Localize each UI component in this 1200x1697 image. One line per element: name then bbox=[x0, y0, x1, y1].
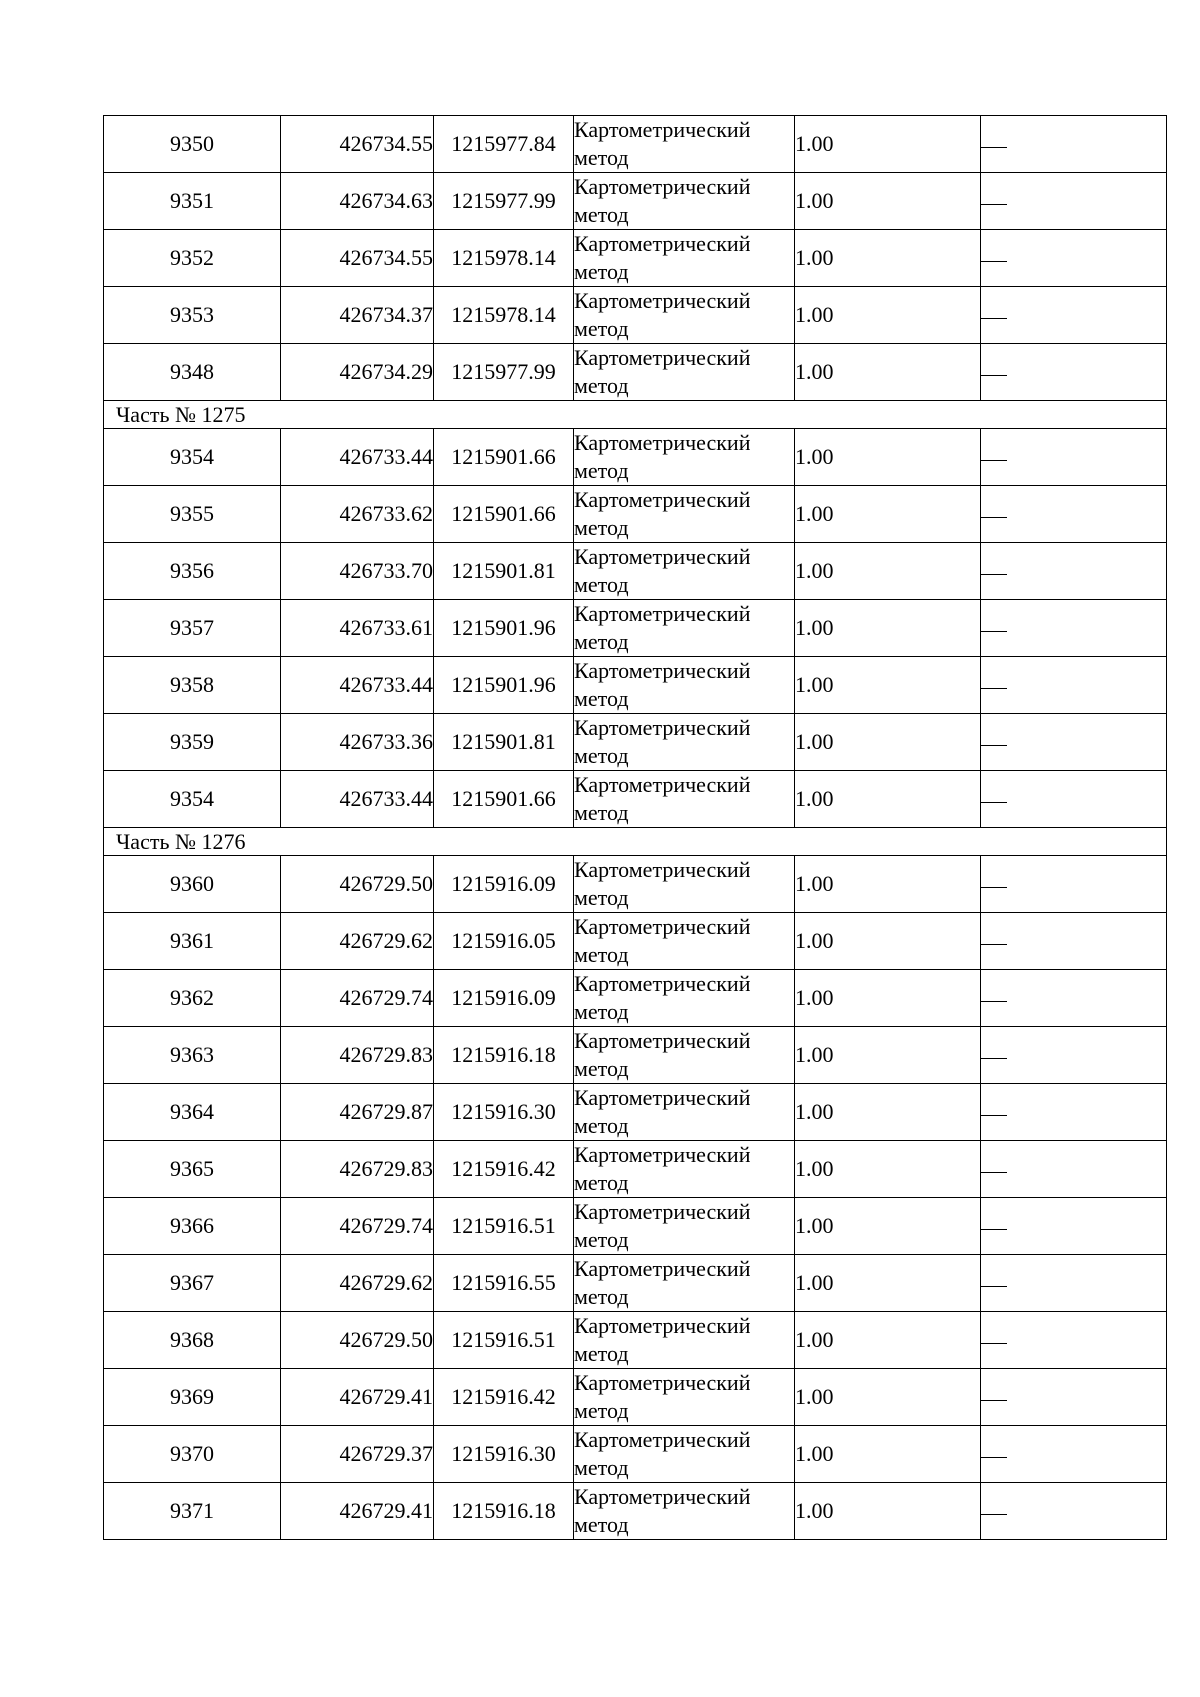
accuracy-cell: 1.00 bbox=[795, 1312, 981, 1369]
point-number-cell: 9371 bbox=[104, 1483, 281, 1540]
point-number-cell: 9365 bbox=[104, 1141, 281, 1198]
method-cell bbox=[574, 230, 795, 287]
point-number-cell: 9366 bbox=[104, 1198, 281, 1255]
method-cell bbox=[574, 970, 795, 1027]
x-coordinate-cell: 426734.29 bbox=[281, 344, 434, 401]
point-number-cell: 9354 bbox=[104, 429, 281, 486]
dash-mark bbox=[981, 688, 1007, 689]
dash-mark bbox=[981, 375, 1007, 376]
y-coordinate-cell: 1215901.66 bbox=[434, 771, 574, 828]
method-cell bbox=[574, 1483, 795, 1540]
table-row bbox=[104, 287, 1167, 344]
method-line-2: метод bbox=[574, 458, 629, 483]
point-number-cell: 9357 bbox=[104, 600, 281, 657]
y-coordinate-cell: 1215978.14 bbox=[434, 287, 574, 344]
point-number-cell: 9362 bbox=[104, 970, 281, 1027]
table-row bbox=[104, 1369, 1167, 1426]
method-cell bbox=[574, 1198, 795, 1255]
table-row bbox=[104, 429, 1167, 486]
note-cell bbox=[981, 1312, 1167, 1369]
x-coordinate-cell: 426729.37 bbox=[281, 1426, 434, 1483]
note-cell bbox=[981, 913, 1167, 970]
method-cell bbox=[574, 657, 795, 714]
y-coordinate-cell: 1215901.96 bbox=[434, 657, 574, 714]
y-coordinate-cell: 1215916.30 bbox=[434, 1084, 574, 1141]
x-coordinate-cell: 426729.50 bbox=[281, 1312, 434, 1369]
accuracy-cell: 1.00 bbox=[795, 970, 981, 1027]
dash-mark bbox=[981, 887, 1007, 888]
point-number-cell: 9369 bbox=[104, 1369, 281, 1426]
y-coordinate-cell: 1215901.96 bbox=[434, 600, 574, 657]
y-coordinate-cell: 1215916.42 bbox=[434, 1369, 574, 1426]
method-line-2: метод bbox=[574, 1113, 629, 1138]
accuracy-cell: 1.00 bbox=[795, 657, 981, 714]
x-coordinate-cell: 426729.62 bbox=[281, 913, 434, 970]
dash-mark bbox=[981, 1286, 1007, 1287]
table-row bbox=[104, 856, 1167, 913]
method-cell bbox=[574, 913, 795, 970]
table-row bbox=[104, 486, 1167, 543]
coordinates-table-body bbox=[104, 116, 1167, 1540]
note-cell bbox=[981, 1198, 1167, 1255]
note-cell bbox=[981, 970, 1167, 1027]
accuracy-cell: 1.00 bbox=[795, 856, 981, 913]
note-cell bbox=[981, 856, 1167, 913]
table-row bbox=[104, 714, 1167, 771]
method-cell bbox=[574, 1255, 795, 1312]
point-number-cell: 9358 bbox=[104, 657, 281, 714]
note-cell bbox=[981, 486, 1167, 543]
x-coordinate-cell: 426733.70 bbox=[281, 543, 434, 600]
y-coordinate-cell: 1215901.66 bbox=[434, 429, 574, 486]
y-coordinate-cell: 1215916.05 bbox=[434, 913, 574, 970]
dash-mark bbox=[981, 745, 1007, 746]
method-cell bbox=[574, 1312, 795, 1369]
method-line-2: метод bbox=[574, 1170, 629, 1195]
dash-mark bbox=[981, 460, 1007, 461]
coordinates-table bbox=[103, 115, 1167, 1540]
note-cell bbox=[981, 1369, 1167, 1426]
accuracy-cell: 1.00 bbox=[795, 714, 981, 771]
note-cell bbox=[981, 344, 1167, 401]
method-line-2: метод bbox=[574, 1056, 629, 1081]
dash-mark bbox=[981, 1115, 1007, 1116]
method-cell bbox=[574, 1084, 795, 1141]
section-header: Часть № 1275 bbox=[104, 401, 1167, 429]
y-coordinate-cell: 1215916.55 bbox=[434, 1255, 574, 1312]
note-cell bbox=[981, 771, 1167, 828]
point-number-cell: 9351 bbox=[104, 173, 281, 230]
x-coordinate-cell: 426733.44 bbox=[281, 429, 434, 486]
note-cell bbox=[981, 116, 1167, 173]
method-line-1: Картометрический bbox=[574, 1256, 751, 1281]
accuracy-cell: 1.00 bbox=[795, 543, 981, 600]
method-line-2: метод bbox=[574, 885, 629, 910]
note-cell bbox=[981, 1483, 1167, 1540]
method-line-1: Картометрический bbox=[574, 430, 751, 455]
dash-mark bbox=[981, 802, 1007, 803]
accuracy-cell: 1.00 bbox=[795, 913, 981, 970]
point-number-cell: 9359 bbox=[104, 714, 281, 771]
accuracy-cell: 1.00 bbox=[795, 1027, 981, 1084]
x-coordinate-cell: 426729.74 bbox=[281, 970, 434, 1027]
method-line-1: Картометрический bbox=[574, 772, 751, 797]
note-cell bbox=[981, 173, 1167, 230]
table-row bbox=[104, 173, 1167, 230]
section-header: Часть № 1276 bbox=[104, 828, 1167, 856]
dash-mark bbox=[981, 261, 1007, 262]
table-row bbox=[104, 1198, 1167, 1255]
note-cell bbox=[981, 1255, 1167, 1312]
method-cell bbox=[574, 600, 795, 657]
y-coordinate-cell: 1215977.99 bbox=[434, 344, 574, 401]
method-line-1: Картометрический bbox=[574, 971, 751, 996]
x-coordinate-cell: 426729.50 bbox=[281, 856, 434, 913]
method-line-2: метод bbox=[574, 686, 629, 711]
method-line-1: Картометрический bbox=[574, 288, 751, 313]
method-cell bbox=[574, 116, 795, 173]
point-number-cell: 9360 bbox=[104, 856, 281, 913]
method-line-1: Картометрический bbox=[574, 1085, 751, 1110]
x-coordinate-cell: 426734.55 bbox=[281, 116, 434, 173]
method-line-2: метод bbox=[574, 1227, 629, 1252]
method-line-1: Картометрический bbox=[574, 117, 751, 142]
method-line-2: метод bbox=[574, 743, 629, 768]
section-header-row bbox=[104, 401, 1167, 429]
accuracy-cell: 1.00 bbox=[795, 287, 981, 344]
table-row bbox=[104, 1084, 1167, 1141]
method-line-2: метод bbox=[574, 1398, 629, 1423]
accuracy-cell: 1.00 bbox=[795, 230, 981, 287]
table-row bbox=[104, 116, 1167, 173]
method-line-1: Картометрический bbox=[574, 1199, 751, 1224]
x-coordinate-cell: 426733.44 bbox=[281, 657, 434, 714]
table-row bbox=[104, 913, 1167, 970]
point-number-cell: 9350 bbox=[104, 116, 281, 173]
table-row bbox=[104, 230, 1167, 287]
dash-mark bbox=[981, 1514, 1007, 1515]
point-number-cell: 9355 bbox=[104, 486, 281, 543]
table-row bbox=[104, 344, 1167, 401]
accuracy-cell: 1.00 bbox=[795, 486, 981, 543]
point-number-cell: 9353 bbox=[104, 287, 281, 344]
table-row bbox=[104, 1426, 1167, 1483]
table-row bbox=[104, 1027, 1167, 1084]
point-number-cell: 9370 bbox=[104, 1426, 281, 1483]
dash-mark bbox=[981, 318, 1007, 319]
accuracy-cell: 1.00 bbox=[795, 1426, 981, 1483]
accuracy-cell: 1.00 bbox=[795, 173, 981, 230]
point-number-cell: 9348 bbox=[104, 344, 281, 401]
table-row bbox=[104, 657, 1167, 714]
table-row bbox=[104, 1141, 1167, 1198]
method-line-1: Картометрический bbox=[574, 857, 751, 882]
method-line-2: метод bbox=[574, 259, 629, 284]
y-coordinate-cell: 1215901.81 bbox=[434, 714, 574, 771]
y-coordinate-cell: 1215916.09 bbox=[434, 856, 574, 913]
point-number-cell: 9356 bbox=[104, 543, 281, 600]
y-coordinate-cell: 1215916.18 bbox=[434, 1483, 574, 1540]
method-line-2: метод bbox=[574, 942, 629, 967]
x-coordinate-cell: 426734.55 bbox=[281, 230, 434, 287]
method-line-1: Картометрический bbox=[574, 914, 751, 939]
method-cell bbox=[574, 1426, 795, 1483]
method-cell bbox=[574, 543, 795, 600]
accuracy-cell: 1.00 bbox=[795, 1255, 981, 1312]
point-number-cell: 9361 bbox=[104, 913, 281, 970]
note-cell bbox=[981, 1084, 1167, 1141]
method-line-2: метод bbox=[574, 202, 629, 227]
method-line-2: метод bbox=[574, 1341, 629, 1366]
dash-mark bbox=[981, 517, 1007, 518]
point-number-cell: 9352 bbox=[104, 230, 281, 287]
table-row bbox=[104, 771, 1167, 828]
x-coordinate-cell: 426729.41 bbox=[281, 1369, 434, 1426]
method-line-2: метод bbox=[574, 572, 629, 597]
method-line-1: Картометрический bbox=[574, 231, 751, 256]
y-coordinate-cell: 1215977.84 bbox=[434, 116, 574, 173]
note-cell bbox=[981, 714, 1167, 771]
dash-mark bbox=[981, 147, 1007, 148]
note-cell bbox=[981, 287, 1167, 344]
x-coordinate-cell: 426729.83 bbox=[281, 1027, 434, 1084]
table-row bbox=[104, 1312, 1167, 1369]
x-coordinate-cell: 426729.41 bbox=[281, 1483, 434, 1540]
dash-mark bbox=[981, 1058, 1007, 1059]
note-cell bbox=[981, 657, 1167, 714]
point-number-cell: 9363 bbox=[104, 1027, 281, 1084]
dash-mark bbox=[981, 1400, 1007, 1401]
note-cell bbox=[981, 1426, 1167, 1483]
method-cell bbox=[574, 173, 795, 230]
section-header-row bbox=[104, 828, 1167, 856]
x-coordinate-cell: 426734.37 bbox=[281, 287, 434, 344]
y-coordinate-cell: 1215901.66 bbox=[434, 486, 574, 543]
accuracy-cell: 1.00 bbox=[795, 1084, 981, 1141]
method-cell bbox=[574, 856, 795, 913]
x-coordinate-cell: 426729.87 bbox=[281, 1084, 434, 1141]
y-coordinate-cell: 1215916.42 bbox=[434, 1141, 574, 1198]
accuracy-cell: 1.00 bbox=[795, 429, 981, 486]
method-line-1: Картометрический bbox=[574, 1313, 751, 1338]
y-coordinate-cell: 1215916.09 bbox=[434, 970, 574, 1027]
method-line-2: метод bbox=[574, 1455, 629, 1480]
table-row bbox=[104, 970, 1167, 1027]
point-number-cell: 9354 bbox=[104, 771, 281, 828]
accuracy-cell: 1.00 bbox=[795, 600, 981, 657]
x-coordinate-cell: 426729.62 bbox=[281, 1255, 434, 1312]
dash-mark bbox=[981, 204, 1007, 205]
x-coordinate-cell: 426734.63 bbox=[281, 173, 434, 230]
method-line-2: метод bbox=[574, 800, 629, 825]
accuracy-cell: 1.00 bbox=[795, 771, 981, 828]
method-line-1: Картометрический bbox=[574, 1370, 751, 1395]
accuracy-cell: 1.00 bbox=[795, 1198, 981, 1255]
dash-mark bbox=[981, 1343, 1007, 1344]
method-cell bbox=[574, 771, 795, 828]
accuracy-cell: 1.00 bbox=[795, 344, 981, 401]
y-coordinate-cell: 1215916.30 bbox=[434, 1426, 574, 1483]
method-cell bbox=[574, 1027, 795, 1084]
dash-mark bbox=[981, 1172, 1007, 1173]
method-line-1: Картометрический bbox=[574, 601, 751, 626]
method-line-1: Картометрический bbox=[574, 1484, 751, 1509]
method-cell bbox=[574, 714, 795, 771]
point-number-cell: 9368 bbox=[104, 1312, 281, 1369]
method-cell bbox=[574, 344, 795, 401]
table-row bbox=[104, 543, 1167, 600]
method-cell bbox=[574, 429, 795, 486]
method-line-1: Картометрический bbox=[574, 487, 751, 512]
y-coordinate-cell: 1215916.51 bbox=[434, 1198, 574, 1255]
method-line-2: метод bbox=[574, 316, 629, 341]
y-coordinate-cell: 1215978.14 bbox=[434, 230, 574, 287]
x-coordinate-cell: 426729.83 bbox=[281, 1141, 434, 1198]
x-coordinate-cell: 426733.62 bbox=[281, 486, 434, 543]
method-line-1: Картометрический bbox=[574, 715, 751, 740]
note-cell bbox=[981, 230, 1167, 287]
y-coordinate-cell: 1215916.18 bbox=[434, 1027, 574, 1084]
method-line-2: метод bbox=[574, 999, 629, 1024]
method-cell bbox=[574, 486, 795, 543]
accuracy-cell: 1.00 bbox=[795, 116, 981, 173]
method-cell bbox=[574, 1369, 795, 1426]
y-coordinate-cell: 1215977.99 bbox=[434, 173, 574, 230]
method-line-1: Картометрический bbox=[574, 1142, 751, 1167]
point-number-cell: 9364 bbox=[104, 1084, 281, 1141]
point-number-cell: 9367 bbox=[104, 1255, 281, 1312]
x-coordinate-cell: 426733.44 bbox=[281, 771, 434, 828]
note-cell bbox=[981, 429, 1167, 486]
method-cell bbox=[574, 1141, 795, 1198]
dash-mark bbox=[981, 1001, 1007, 1002]
dash-mark bbox=[981, 1457, 1007, 1458]
method-line-1: Картометрический bbox=[574, 1427, 751, 1452]
note-cell bbox=[981, 1141, 1167, 1198]
accuracy-cell: 1.00 bbox=[795, 1483, 981, 1540]
method-line-2: метод bbox=[574, 1512, 629, 1537]
method-line-2: метод bbox=[574, 1284, 629, 1309]
accuracy-cell: 1.00 bbox=[795, 1369, 981, 1426]
note-cell bbox=[981, 600, 1167, 657]
dash-mark bbox=[981, 574, 1007, 575]
method-line-2: метод bbox=[574, 145, 629, 170]
dash-mark bbox=[981, 1229, 1007, 1230]
method-cell bbox=[574, 287, 795, 344]
method-line-1: Картометрический bbox=[574, 345, 751, 370]
y-coordinate-cell: 1215901.81 bbox=[434, 543, 574, 600]
table-row bbox=[104, 1483, 1167, 1540]
method-line-1: Картометрический bbox=[574, 1028, 751, 1053]
x-coordinate-cell: 426729.74 bbox=[281, 1198, 434, 1255]
x-coordinate-cell: 426733.36 bbox=[281, 714, 434, 771]
method-line-1: Картометрический bbox=[574, 544, 751, 569]
accuracy-cell: 1.00 bbox=[795, 1141, 981, 1198]
method-line-2: метод bbox=[574, 515, 629, 540]
dash-mark bbox=[981, 944, 1007, 945]
method-line-2: метод bbox=[574, 373, 629, 398]
table-row bbox=[104, 1255, 1167, 1312]
x-coordinate-cell: 426733.61 bbox=[281, 600, 434, 657]
y-coordinate-cell: 1215916.51 bbox=[434, 1312, 574, 1369]
method-line-1: Картометрический bbox=[574, 658, 751, 683]
method-line-2: метод bbox=[574, 629, 629, 654]
note-cell bbox=[981, 543, 1167, 600]
table-row bbox=[104, 600, 1167, 657]
dash-mark bbox=[981, 631, 1007, 632]
note-cell bbox=[981, 1027, 1167, 1084]
method-line-1: Картометрический bbox=[574, 174, 751, 199]
